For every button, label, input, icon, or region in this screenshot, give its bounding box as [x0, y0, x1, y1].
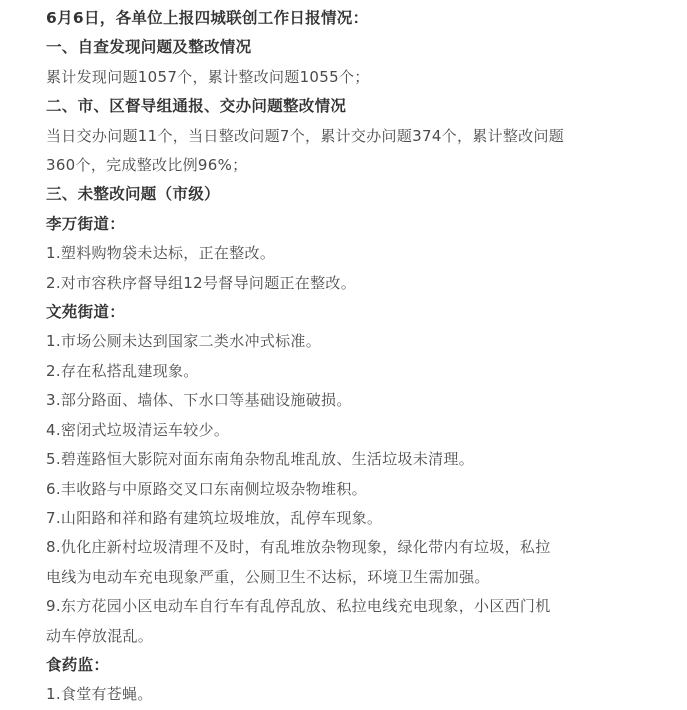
list-item: 3.部分路面、墙体、下水口等基础设施破损。 — [46, 391, 352, 410]
list-item-continued: 动车停放混乱。 — [46, 626, 154, 645]
list-item: 5.碧莲路恒大影院对面东南角杂物乱堆乱放、生活垃圾未清理。 — [46, 450, 475, 469]
section3-heading: 三、未整改问题（市级） — [46, 185, 220, 204]
list-item-continued: 电线为电动车充电现象严重，公厕卫生不达标，环境卫生需加强。 — [46, 567, 490, 586]
list-item: 1.塑料购物袋未达标，正在整改。 — [46, 244, 276, 263]
section2-text-line1: 当日交办问题11个，当日整改问题7个，累计交办问题374个，累计整改问题 — [46, 126, 565, 145]
list-item: 1.食堂有苍蝇。 — [46, 685, 153, 704]
list-item: 8.仇化庄新村垃圾清理不及时，有乱堆放杂物现象，绿化带内有垃圾，私拉 — [46, 538, 551, 557]
group-name-food-drug: 食药监： — [46, 655, 110, 674]
list-item: 7.山阳路和祥和路有建筑垃圾堆放，乱停车现象。 — [46, 508, 383, 527]
list-item: 2.对市容秩序督导组12号督导问题正在整改。 — [46, 273, 357, 292]
group-name-wenyuan: 文苑街道： — [46, 303, 126, 322]
group-name-liwan: 李万街道： — [46, 214, 126, 233]
section1-text: 累计发现问题1057个，累计整改问题1055个； — [46, 67, 370, 86]
list-item: 6.丰收路与中原路交叉口东南侧垃圾杂物堆积。 — [46, 479, 367, 498]
section2-text-line2: 360个，完成整改比例96%； — [46, 156, 248, 175]
section2-heading: 二、市、区督导组通报、交办问题整改情况 — [46, 97, 347, 116]
list-item: 2.存在私搭乱建现象。 — [46, 361, 199, 380]
report-title: 6月6日，各单位上报四城联创工作日报情况： — [46, 9, 369, 27]
list-item: 9.东方花园小区电动车自行车有乱停乱放、私拉电线充电现象，小区西门机 — [46, 597, 551, 616]
list-item: 4.密闭式垃圾清运车较少。 — [46, 420, 230, 439]
list-item: 1.市场公厕未达到国家二类水冲式标准。 — [46, 332, 322, 351]
section1-heading: 一、自查发现问题及整改情况 — [46, 38, 252, 57]
